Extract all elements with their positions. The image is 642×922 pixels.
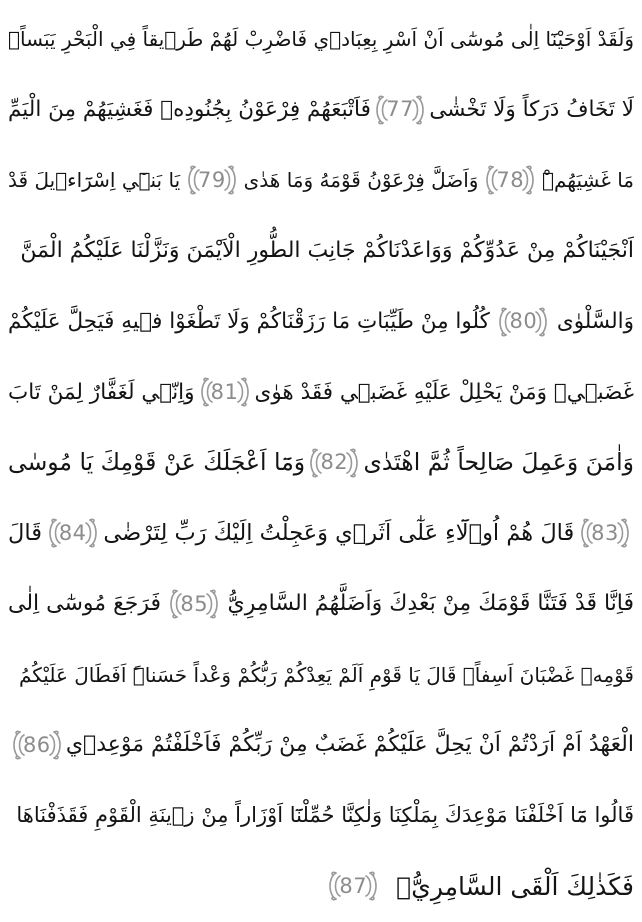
- ayah-number-marker: [305, 446, 363, 480]
- verse-line: [8, 75, 634, 146]
- verse-text: وَمَٓا اَعْجَلَكَ عَنْ قَوْمِكَ يَا مُوسٰى: [8, 448, 306, 477]
- verse-text: وَاٰمَنَ وَعَمِلَ صَالِحاً ثُمَّ اهْتَدٰى: [363, 448, 634, 477]
- ayah-number-marker: [576, 516, 634, 550]
- ayah-number-marker: [481, 163, 539, 197]
- verse-text: لَا تَخَافُ دَرَكاً وَلَا تَخْشٰى: [429, 97, 634, 123]
- verse-line: [8, 639, 634, 710]
- verse-text: مَا غَشِيَهُمْۜ: [541, 168, 634, 193]
- verse-line: [8, 145, 634, 216]
- verse-line: [8, 428, 634, 499]
- verse-text: قَالَ: [8, 520, 42, 547]
- ayah-number-marker: [494, 305, 552, 339]
- ayah-number: 81: [210, 379, 239, 404]
- verse-text: قَوْمِه۪ غَضْبَانَ اَسِفاًۚ قَالَ يَا قَوْمِ اَلَمْ يَعِدْكُمْ رَبُّكُمْ وَعْداً حَسَناًۜ اَفَطَالَ عَلَيْكُمُ: [18, 662, 634, 687]
- verse-line: [8, 781, 634, 852]
- verse-text: قَالَ هُمْ اُو۬لَٓاءِ عَلٰٓى اَثَر۪ي وَعَجِلْتُ اِلَيْكَ رَبِّ لِتَرْضٰى: [103, 520, 575, 547]
- ayah-number: 84: [58, 520, 87, 545]
- ayah-number-marker: [44, 516, 102, 550]
- verse-line: [8, 216, 634, 287]
- verse-line: [8, 357, 634, 428]
- verse-line: [8, 851, 634, 922]
- verse-text: يَا بَن۪ٓي اِسْرَٓاء۪يلَ قَدْ: [8, 168, 181, 193]
- verse-text: وَالسَّلْوٰى: [556, 308, 634, 334]
- ayah-number: 85: [180, 591, 209, 616]
- verse-text: الْعَهْدُ اَمْ اَرَدْتُمْ اَنْ يَحِلَّ عَلَيْكُمْ غَضَبٌ مِنْ رَبِّكُمْ فَاَخْلَفْتُمْ مَوْعِد۪ي: [65, 732, 634, 758]
- verse-line: [8, 569, 634, 640]
- ayah-number-marker: [324, 869, 382, 903]
- ayah-number: 86: [22, 732, 51, 757]
- ayah-number-marker: [371, 93, 429, 127]
- verse-line: [8, 286, 634, 357]
- verse-line: [8, 498, 634, 569]
- ayah-number-marker: [165, 587, 223, 621]
- verse-text: وَاَضَلَّ فِرْعَوْنُ قَوْمَهُ وَمَا هَدٰى: [243, 168, 479, 193]
- ayah-number: 79: [198, 167, 226, 192]
- ayah-number: 82: [320, 450, 349, 475]
- ayah-number: 83: [591, 520, 619, 545]
- ayah-number: 87: [339, 873, 368, 898]
- ayah-number-marker: [196, 375, 254, 409]
- ayah-number-marker: [183, 163, 241, 197]
- ayah-number: 78: [496, 167, 525, 192]
- ayah-number: 77: [386, 97, 414, 122]
- verse-text: وَلَقَدْ اَوْحَيْنَٓا اِلٰى مُوسٰٓى اَنْ اَسْرِ بِعِبَاد۪ي فَاضْرِبْ لَهُمْ طَر۪يقاً فِي الْبَحْرِ يَبَساًۙ: [8, 27, 634, 52]
- verse-text: فَرَجَعَ مُوسٰٓى اِلٰى: [8, 591, 162, 617]
- ayah-number: 80: [509, 309, 538, 334]
- verse-text: فَاِنَّا قَدْ فَتَنَّا قَوْمَكَ مِنْ بَعْدِكَ وَاَضَلَّهُمُ السَّامِرِيُّ: [227, 591, 634, 617]
- verse-line: [8, 710, 634, 781]
- verse-text: قَالُوا مَٓا اَخْلَفْنَا مَوْعِدَكَ بِمَلْكِنَا وَلٰكِنَّا حُمِّلْنَٓا اَوْزَاراً مِنْ ز۪ينَةِ الْقَوْمِ فَقَذَفْنَاهَا: [16, 803, 634, 828]
- verse-text: غَضَب۪يۚ وَمَنْ يَحْلِلْ عَلَيْهِ غَضَب۪ي فَقَدْ هَوٰى: [254, 379, 634, 405]
- verse-line: [8, 4, 634, 75]
- ayah-number-marker: [8, 728, 66, 762]
- verse-text: كُلُوا مِنْ طَيِّبَاتِ مَا رَزَقْنَاكُمْ وَلَا تَطْغَوْا ف۪يهِ فَيَحِلَّ عَلَيْكُمْ: [8, 308, 490, 334]
- verse-text: فَكَذٰلِكَ اَلْقَى السَّامِرِيُّۙ: [396, 871, 634, 901]
- verse-text: وَاِنّ۪ي لَغَفَّارٌ لِمَنْ تَابَ: [8, 379, 195, 405]
- verse-text: اَنْجَيْنَاكُمْ مِنْ عَدُوِّكُمْ وَوَاعَدْنَاكُمْ جَانِبَ الطُّورِ الْاَيْمَنَ وَنَزَّلْنَا عَلَيْكُمُ الْمَنَّ: [20, 238, 634, 264]
- verse-text: فَاَتْبَعَهُمْ فِرْعَوْنُ بِجُنُودِه۪ فَغَشِيَهُمْ مِنَ الْيَمِّ: [8, 97, 371, 123]
